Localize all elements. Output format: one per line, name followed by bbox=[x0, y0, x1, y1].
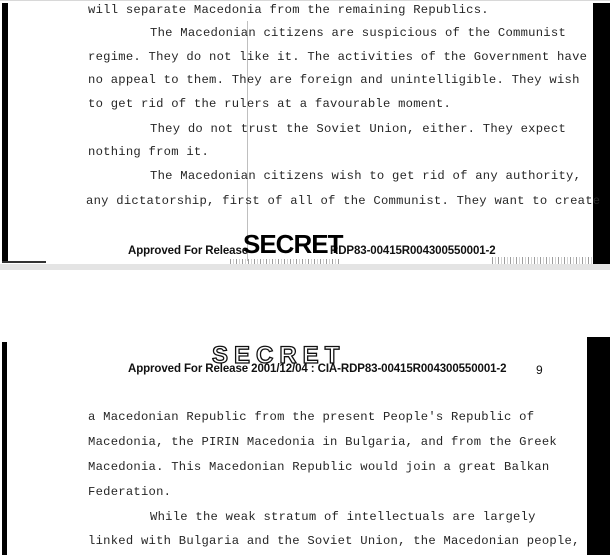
text-line: will separate Macedonia from the remaining Republics. bbox=[88, 3, 489, 17]
scan-border-right bbox=[593, 3, 610, 265]
page-number: 9 bbox=[536, 363, 543, 377]
text-line: regime. They do not like it. The activities of the Government have bbox=[88, 50, 588, 64]
page-separator bbox=[0, 264, 610, 270]
text-line: Macedonia, the PIRIN Macedonia in Bulgaria, and from the Greek bbox=[88, 435, 557, 449]
scan-border-left bbox=[2, 342, 7, 555]
scan-border-corner bbox=[2, 261, 46, 263]
text-line: a Macedonian Republic from the present People's Republic of bbox=[88, 410, 535, 424]
text-line: linked with Bulgaria and the Soviet Union, the Macedonian people, bbox=[88, 534, 580, 548]
text-line: They do not trust the Soviet Union, either. They expect bbox=[150, 122, 567, 136]
text-line: nothing from it. bbox=[88, 145, 210, 159]
text-line: no appeal to them. They are foreign and unintelligible. They wish bbox=[88, 73, 580, 87]
text-line: While the weak stratum of intellectuals are largely bbox=[150, 510, 536, 524]
text-line: any dictatorship, first of all of the Communist. They want to create bbox=[86, 194, 601, 208]
document-page-1 bbox=[0, 0, 610, 266]
classification-mark: SECRET bbox=[243, 229, 343, 259]
text-line: to get rid of the rulers at a favourable moment. bbox=[88, 97, 452, 111]
text-line: Federation. bbox=[88, 485, 172, 499]
release-stamp-id: RDP83-00415R004300550001-2 bbox=[330, 245, 496, 257]
document-page-2 bbox=[0, 337, 610, 555]
scan-border-left bbox=[2, 3, 8, 263]
release-stamp: Approved For Release 2001/12/04 : CIA-RDP83-00415R004300550001-2 bbox=[128, 363, 507, 375]
text-line: Macedonia. This Macedonian Republic would join a great Balkan bbox=[88, 460, 550, 474]
release-stamp: Approved For Release bbox=[128, 245, 249, 257]
scan-border-right bbox=[587, 337, 610, 555]
text-line: The Macedonian citizens wish to get rid of any authority, bbox=[150, 169, 582, 183]
text-line: The Macedonian citizens are suspicious of the Communist bbox=[150, 26, 567, 40]
classification-mark: SECRET bbox=[212, 342, 346, 369]
